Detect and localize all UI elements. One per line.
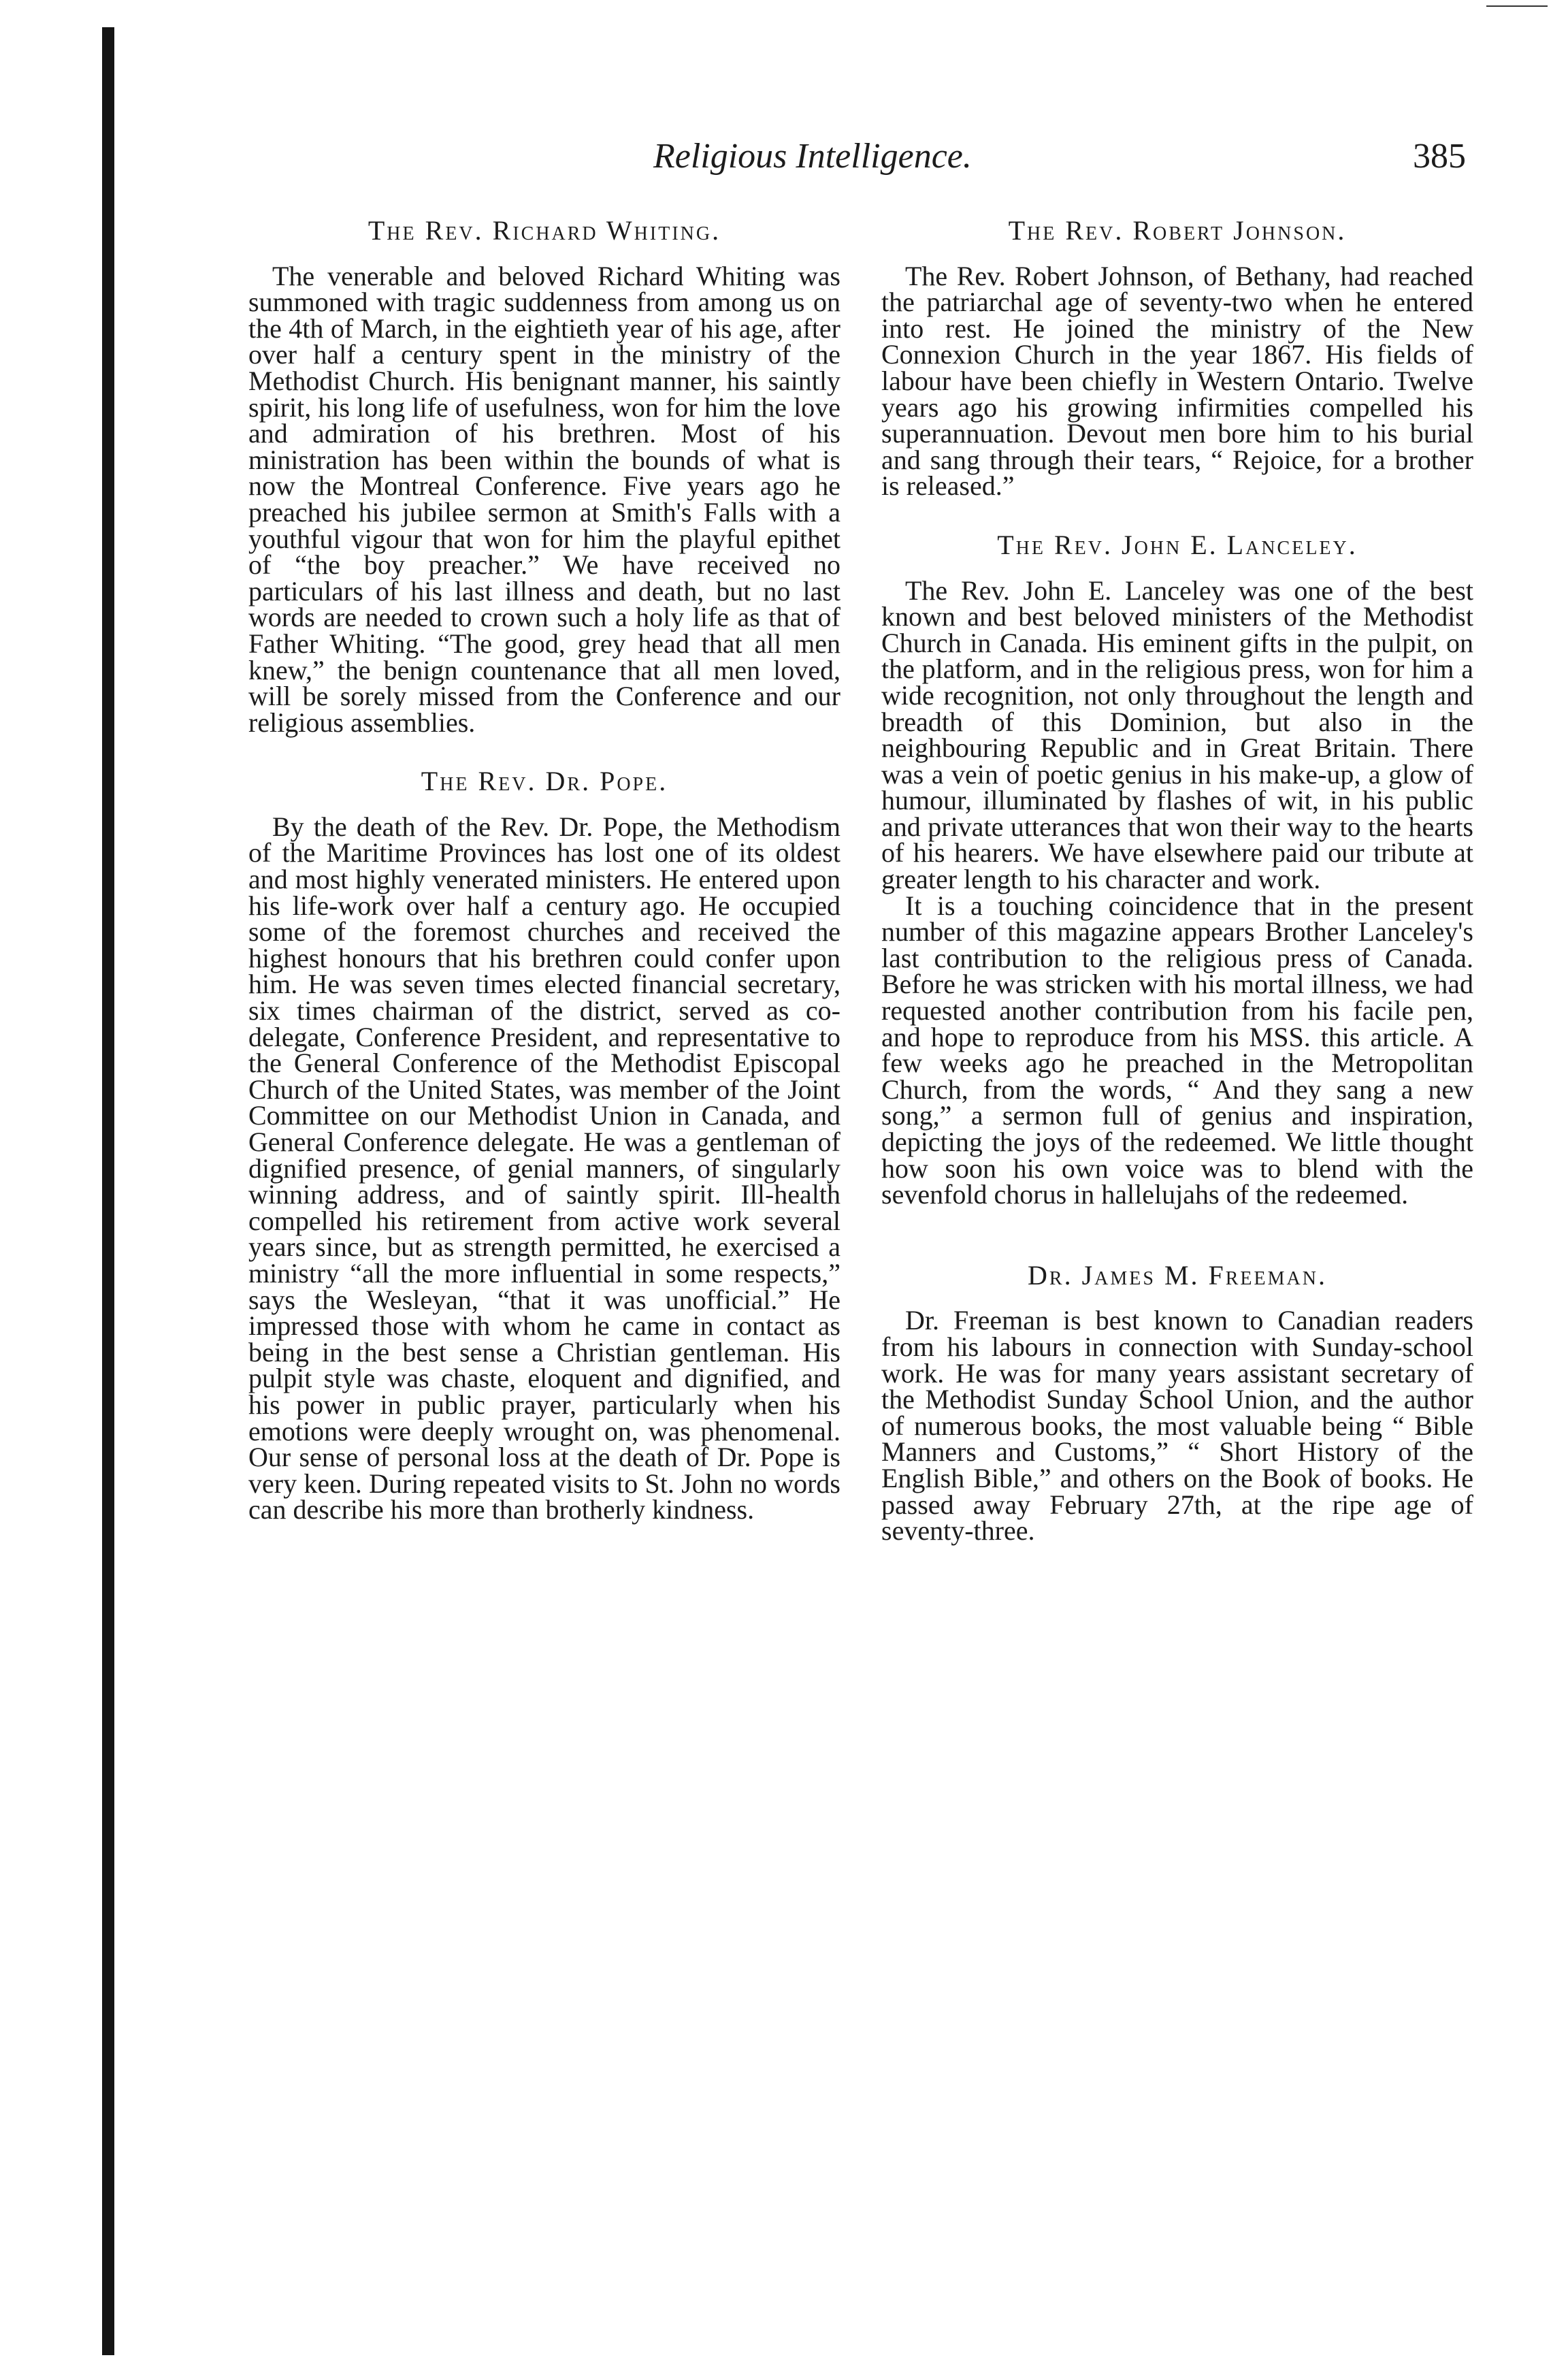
article-dr-pope <box>248 768 840 1523</box>
article-richard-whiting <box>248 215 840 738</box>
page-header <box>245 136 1466 184</box>
left-column <box>248 215 840 1525</box>
article-john-lanceley <box>881 529 1473 1210</box>
article-heading: Dr. James M. Freeman. <box>1028 1259 1327 1291</box>
article-heading: The Rev. Dr. Pope. <box>421 766 668 797</box>
binding-edge-shadow <box>102 27 114 2355</box>
article-paragraph: By the death of the Rev. Dr. Pope, the Methodism of the Maritime Provinces has lost one of its oldest and most highly venerated ministers. He entered upon his life-work over half a century ago. He occupied some of the foremost churches and received the highest honours that his brethren could confer upon him. He was seven times elected financial secretary, six times chairman of the district, served as co-delegate, Conference President, and representative to the General Conference of the Methodist Episcopal Church of the United States, was member of the Joint Committee on our Methodist Union in Canada, and General Conference delegate. He was a gentleman of dignified presence, of genial manners, of singularly winning address, and of saintly spirit. Ill-health compelled his retirement from active work several years since, but as strength permitted, he exercised a ministry “all the more influential in some respects,” says the Wesleyan, “that it was unofficial.” He impressed those with whom he came in contact as being in the best sense a Christian gentleman. His pulpit style was chaste, eloquent and dignified, and his power in public prayer, particularly when his emotions were deeply wrought on, was phenomenal. Our sense of personal loss at the death of Dr. Pope is very keen. During repeated visits to St. John no words can describe his more than brotherly kindness. <box>248 811 840 1525</box>
article-paragraph: It is a touching coincidence that in the present number of this magazine appears Brother Lanceley's last contribution to the religious press of Canada. Before he was stricken with his mortal illness, we had requested another contribution from his facile pen, and hope to reproduce from his MSS. this article. A few weeks ago he preached in the Metropolitan Church, from the words, “ And they sang a new song,” a sermon full of genius and inspiration, depicting the joys of the redeemed. We little thought how soon his own voice was to blend with the sevenfold chorus in hallelujahs of the redeemed. <box>881 890 1473 1210</box>
article-heading: The Rev. John E. Lanceley. <box>997 529 1358 560</box>
article-paragraph: The Rev. Robert Johnson, of Bethany, had reached the patriarchal age of seventy-two when he entered into rest. He joined the ministry of the New Connexion Church in the year 1867. His fields of labour have been chiefly in Western Ontario. Twelve years ago his growing infirmities compelled his superannuation. Devout men bore him to his burial and sang through their tears, “ Rejoice, for a brother is released.” <box>881 260 1473 502</box>
article-robert-johnson <box>881 215 1473 502</box>
article-james-freeman <box>881 1259 1473 1547</box>
article-paragraph: The Rev. John E. Lanceley was one of the best known and best beloved ministers of the Methodist Church in Canada. His eminent gifts in the pulpit, on the platform, and in the religious press, won for him a wide recognition, not only throughout the length and breadth of this Dominion, but also in the neighbouring Republic and in Great Britain. There was a vein of poetic genius in his make-up, a glow of humour, illuminated by flashes of wit, in his public and private utterances that won their way to the hearts of his hearers. We have elsewhere paid our tribute at greater length to his character and work. <box>881 574 1473 895</box>
page-number: 385 <box>1413 137 1466 176</box>
corner-mark <box>1486 5 1548 7</box>
article-heading: The Rev. Richard Whiting. <box>368 215 721 246</box>
running-head: Religious Intelligence. <box>653 137 972 176</box>
right-column <box>881 215 1473 1547</box>
article-paragraph: Dr. Freeman is best known to Canadian readers from his labours in connection with Sunday-school work. He was for many years assistant secretary of the Methodist Sunday School Union, and the author of numerous books, the most valuable being “ Bible Manners and Customs,” “ Short History of the English Bible,” and others on the Book of books. He passed away February 27th, at the ripe age of seventy-three. <box>881 1305 1473 1547</box>
article-heading: The Rev. Robert Johnson. <box>1008 215 1347 246</box>
article-paragraph: The venerable and beloved Richard Whiting was summoned with tragic suddenness from among us on the 4th of March, in the eightieth year of his age, after over half a century spent in the ministry of the Methodist Church. His benignant manner, his saintly spirit, his long life of usefulness, won for him the love and admiration of his brethren. Most of his ministration has been within the bounds of what is now the Montreal Conference. Five years ago he preached his jubilee sermon at Smith's Falls with a youthful vigour that won for him the playful epithet of “the boy preacher.” We have received no particulars of his last illness and death, but no last words are needed to crown such a holy life as that of Father Whiting. “The good, grey head that all men knew,” the benign countenance that all men loved, will be sorely missed from the Conference and our religious assemblies. <box>248 260 840 738</box>
